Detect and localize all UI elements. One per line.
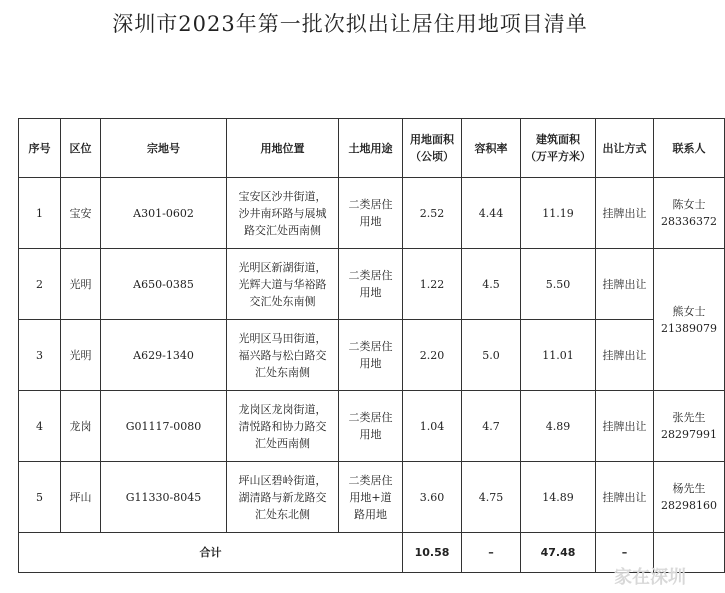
use-line: 二类居住 (348, 269, 393, 282)
land-list-table (18, 118, 725, 573)
location-line: 光辉大道与华裕路 (238, 277, 327, 291)
use-line: 用地+道 (349, 490, 392, 504)
location-line: 汇处东北侧 (255, 507, 310, 521)
cell-far: 4.5 (462, 249, 521, 320)
header-use: 土地用途 (339, 119, 403, 178)
cell-far: 4.75 (462, 462, 521, 533)
table-row (19, 178, 725, 249)
header-row (19, 119, 725, 178)
cell-contact-merged (654, 249, 725, 391)
use-line: 路用地 (354, 507, 387, 521)
cell-area: 2.52 (403, 178, 462, 249)
table-row (19, 249, 725, 320)
cell-seq: 5 (19, 462, 61, 533)
contact-name: 熊女士 (672, 304, 706, 318)
location-line: 福兴路与松白路交 (238, 348, 327, 362)
cell-build: 5.50 (521, 249, 596, 320)
location-line: 龙岗区龙岗街道， (238, 402, 327, 416)
cell-method: 挂牌出让 (596, 462, 654, 533)
use-line: 二类居住 (348, 340, 393, 353)
cell-location (227, 391, 339, 462)
cell-parcel: G11330-8045 (101, 462, 227, 533)
cell-seq: 3 (19, 320, 61, 391)
header-build-line1: 建筑面积 (536, 133, 580, 146)
cell-far: 5.0 (462, 320, 521, 391)
contact-name: 张先生 (672, 411, 706, 424)
use-line: 二类居住 (348, 473, 393, 487)
header-district: 区位 (61, 119, 101, 178)
location-line: 汇处西南侧 (255, 436, 310, 450)
cell-district: 坪山 (61, 462, 101, 533)
header-build-line2: （万平方米） (525, 150, 591, 163)
location-line: 交汇处东南侧 (249, 294, 316, 308)
cell-use (339, 178, 403, 249)
total-label: 合计 (19, 533, 403, 573)
header-method: 出让方式 (596, 119, 654, 178)
cell-parcel: A301-0602 (101, 178, 227, 249)
cell-seq: 4 (19, 391, 61, 462)
location-line: 汇处东南侧 (255, 365, 310, 379)
location-line: 清悦路和协力路交 (238, 419, 327, 433)
contact-phone: 28297991 (661, 428, 717, 441)
location-line: 路交汇处西南侧 (244, 223, 321, 237)
cell-far: 4.44 (462, 178, 521, 249)
cell-parcel: A629-1340 (101, 320, 227, 391)
table-row (19, 320, 725, 391)
use-line: 用地 (359, 357, 382, 370)
total-method: – (596, 533, 654, 573)
cell-seq: 2 (19, 249, 61, 320)
use-line: 二类居住 (348, 411, 393, 424)
cell-district: 宝安 (61, 178, 101, 249)
cell-contact (654, 178, 725, 249)
total-build: 47.48 (521, 533, 596, 573)
header-area-line2: （公顷） (410, 150, 454, 163)
cell-method: 挂牌出让 (596, 178, 654, 249)
header-far: 容积率 (462, 119, 521, 178)
contact-phone: 28336372 (661, 215, 717, 228)
cell-location (227, 249, 339, 320)
cell-area: 3.60 (403, 462, 462, 533)
cell-use (339, 249, 403, 320)
cell-method: 挂牌出让 (596, 249, 654, 320)
header-parcel: 宗地号 (101, 119, 227, 178)
cell-location (227, 178, 339, 249)
cell-district: 龙岗 (61, 391, 101, 462)
cell-build: 14.89 (521, 462, 596, 533)
header-location: 用地位置 (227, 119, 339, 178)
contact-phone: 28298160 (661, 499, 717, 512)
cell-build: 11.01 (521, 320, 596, 391)
contact-name: 杨先生 (672, 482, 706, 495)
use-line: 二类居住 (348, 198, 393, 211)
cell-build: 11.19 (521, 178, 596, 249)
header-area-line1: 用地面积 (410, 133, 454, 146)
location-line: 沙井南环路与展城 (238, 206, 327, 220)
contact-phone: 21389079 (661, 321, 717, 335)
contact-name: 陈女士 (672, 198, 706, 211)
cell-seq: 1 (19, 178, 61, 249)
cell-parcel: A650-0385 (101, 249, 227, 320)
cell-use (339, 391, 403, 462)
cell-location (227, 462, 339, 533)
location-line: 光明区马田街道， (238, 331, 327, 345)
use-line: 用地 (359, 215, 382, 228)
use-line: 用地 (359, 428, 382, 441)
cell-parcel: G01117-0080 (101, 391, 227, 462)
cell-area: 1.04 (403, 391, 462, 462)
cell-area: 1.22 (403, 249, 462, 320)
cell-use (339, 320, 403, 391)
cell-use (339, 462, 403, 533)
cell-build: 4.89 (521, 391, 596, 462)
header-area (403, 119, 462, 178)
cell-district: 光明 (61, 249, 101, 320)
cell-district: 光明 (61, 320, 101, 391)
page-title: 深圳市2023年第一批次拟出让居住用地项目清单 (112, 12, 588, 36)
cell-method: 挂牌出让 (596, 320, 654, 391)
location-line: 坪山区碧岭街道， (238, 473, 327, 487)
cell-area: 2.20 (403, 320, 462, 391)
cell-contact (654, 391, 725, 462)
table-row (19, 462, 725, 533)
total-far: – (462, 533, 521, 573)
total-area: 10.58 (403, 533, 462, 573)
header-contact: 联系人 (654, 119, 725, 178)
cell-contact (654, 462, 725, 533)
location-line: 湖清路与新龙路交 (238, 490, 327, 504)
header-build (521, 119, 596, 178)
header-seq: 序号 (19, 119, 61, 178)
location-line: 光明区新湖街道， (238, 260, 327, 274)
watermark-logo: 家在深圳 (614, 567, 686, 588)
cell-method: 挂牌出让 (596, 391, 654, 462)
table-row (19, 391, 725, 462)
location-line: 宝安区沙井街道， (238, 189, 327, 203)
cell-location (227, 320, 339, 391)
cell-far: 4.7 (462, 391, 521, 462)
use-line: 用地 (359, 286, 382, 299)
